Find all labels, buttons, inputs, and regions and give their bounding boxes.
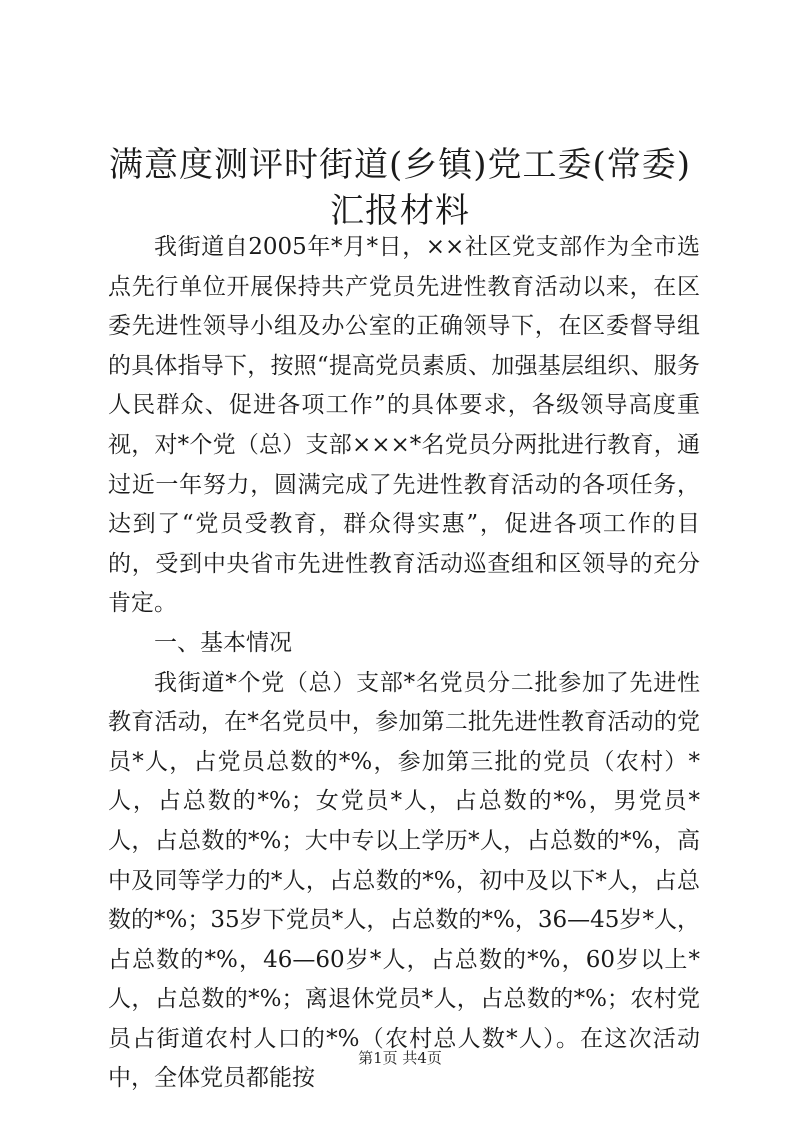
document-title: 满意度测评时街道(乡镇)党工委(常委)汇报材料: [108, 145, 692, 231]
intro-paragraph: 我街道自2005年*月*日，××社区党支部作为全市选点先行单位开展保持共产党员先进性教育活动以来，在区委先进性领导小组及办公室的正确领导下，在区委督导组的具体指导下，按照“提高党员素质、加强基层组织、服务人民群众、促进各项工作”的具体要求，各级领导高度重视，对*个党（总）支部×××*名党员分两批进行教育，通过近一年努力，圆满完成了先进性教育活动的各项任务，达到了“党员受教育，群众得实惠”，促进各项工作的目的，受到中央省市先进性教育活动巡查组和区领导的充分肯定。: [108, 234, 700, 617]
section-heading: 一、基本情况: [154, 629, 292, 656]
page-footer: 第1页 共4页: [358, 1049, 442, 1067]
section-paragraph: 我街道*个党（总）支部*名党员分二批参加了先进性教育活动，在*名党员中，参加第二批先进性教育活动的党员*人，占党员总数的*%，参加第三批的党员（农村）*人，占总数的*%；女党员*人，占总数的*%，男党员*人，占总数的*%；大中专以上学历*人，占总数的*%，高中及同等学力的*人，占总数的*%，初中及以下*人，占总数的*%；35岁下党员*人，占总数的*%，36—45岁*人，占总数的*%，46—60岁*人，占总数的*%，60岁以上*人，占总数的*%；离退休党员*人，占总数的*%；农村党员占街道农村人口的*%（农村总人数*人）。在这次活动中，全体党员都能按: [108, 669, 700, 1092]
document-body: [108, 228, 700, 1099]
